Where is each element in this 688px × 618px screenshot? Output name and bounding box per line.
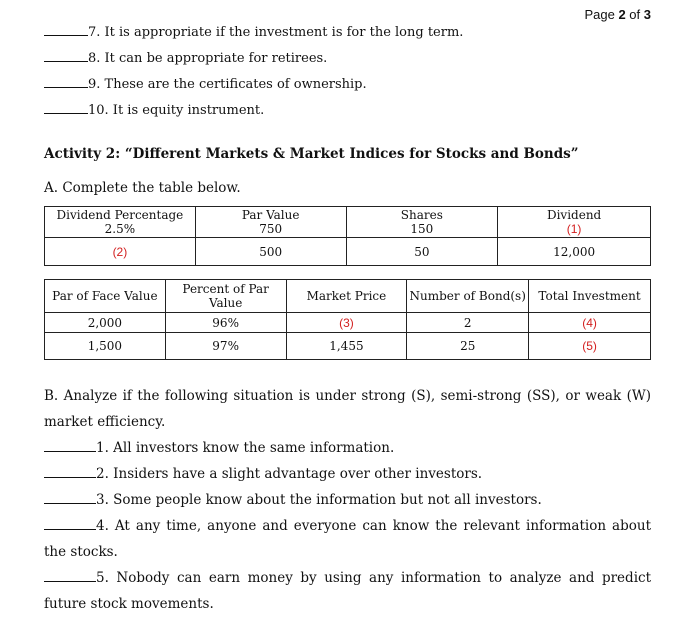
answer-blank[interactable]: [44, 518, 96, 530]
item-8: [44, 50, 327, 66]
blank-marker: (2): [45, 238, 196, 266]
answer-blank[interactable]: [44, 76, 88, 88]
blank-marker: (4): [529, 313, 651, 333]
blank-marker: (1): [566, 222, 582, 236]
cell-value: 2.5%: [104, 222, 136, 236]
part-b-item-5: [44, 565, 651, 617]
table-cell: [45, 207, 196, 238]
bond-table: [44, 279, 651, 360]
header-label: Par Value: [241, 208, 300, 222]
activity-title: Activity 2: “Different Markets & Market Indices for Stocks and Bonds”: [44, 146, 579, 162]
table-row: [45, 238, 651, 266]
header-label: Dividend Percentage: [56, 208, 184, 222]
item-text: 4. At any time, anyone and everyone can know the relevant information about the stocks.: [44, 518, 651, 560]
page-total: 3: [643, 7, 651, 22]
table-row: [45, 313, 651, 333]
blank-marker: (3): [286, 313, 407, 333]
header-label: Total Investment: [529, 280, 651, 313]
item-text: 7. It is appropriate if the investment is for the long term.: [88, 25, 464, 40]
part-b-item-4: [44, 513, 651, 565]
item-text: 1. All investors know the same information.: [96, 440, 395, 456]
table-cell: [195, 207, 346, 238]
item-text: 10. It is equity instrument.: [88, 103, 265, 118]
page-current: 2: [618, 7, 626, 22]
item-9: [44, 76, 367, 92]
table-row: [45, 280, 651, 313]
item-text: 9. These are the certificates of ownership.: [88, 77, 367, 92]
part-b-instruction: [44, 383, 651, 435]
cell-value: 150: [410, 222, 434, 236]
header-label: Dividend: [546, 208, 602, 222]
cell-value: 1,455: [286, 333, 407, 360]
header-label: Par of Face Value: [45, 280, 166, 313]
page-of: of: [629, 7, 641, 22]
cell-value: 96%: [165, 313, 286, 333]
cell-value: 12,000: [498, 238, 651, 266]
table-row: [45, 207, 651, 238]
page-number: [584, 7, 651, 22]
item-text: 8. It can be appropriate for retirees.: [88, 51, 328, 66]
cell-value: 500: [195, 238, 346, 266]
table-row: [45, 333, 651, 360]
cell-value: 1,500: [45, 333, 166, 360]
header-label: Number of Bond(s): [407, 280, 529, 313]
cell-value: 25: [407, 333, 529, 360]
answer-blank[interactable]: [44, 50, 88, 62]
table-cell: [346, 207, 498, 238]
part-b-item-2: [44, 461, 651, 487]
answer-blank[interactable]: [44, 440, 96, 452]
answer-blank[interactable]: [44, 570, 96, 582]
item-text: 2. Insiders have a slight advantage over other investors.: [96, 466, 483, 482]
cell-value: 2: [407, 313, 529, 333]
answer-blank[interactable]: [44, 492, 96, 504]
cell-value: 2,000: [45, 313, 166, 333]
dividend-table: [44, 206, 651, 266]
item-10: [44, 102, 264, 118]
cell-value: 50: [346, 238, 498, 266]
answer-blank[interactable]: [44, 102, 88, 114]
page-label: Page: [584, 7, 615, 22]
header-label: Percent of Par Value: [165, 280, 286, 313]
blank-marker: (5): [529, 333, 651, 360]
item-7: [44, 24, 463, 40]
cell-value: 97%: [165, 333, 286, 360]
cell-value: 750: [259, 222, 283, 236]
part-b-text: B. Analyze if the following situation is under strong (S), semi-strong (SS), or weak (W) market efficiency.: [44, 388, 651, 430]
part-a-instruction: A. Complete the table below.: [44, 180, 241, 196]
header-label: Market Price: [286, 280, 407, 313]
part-b-item-3: [44, 487, 651, 513]
header-label: Shares: [400, 208, 443, 222]
answer-blank[interactable]: [44, 466, 96, 478]
table-cell: [498, 207, 651, 238]
part-b-item-1: [44, 435, 651, 461]
item-text: 3. Some people know about the information but not all investors.: [96, 492, 542, 508]
answer-blank[interactable]: [44, 24, 88, 36]
item-text: 5. Nobody can earn money by using any information to analyze and predict future stock movements.: [44, 570, 651, 612]
